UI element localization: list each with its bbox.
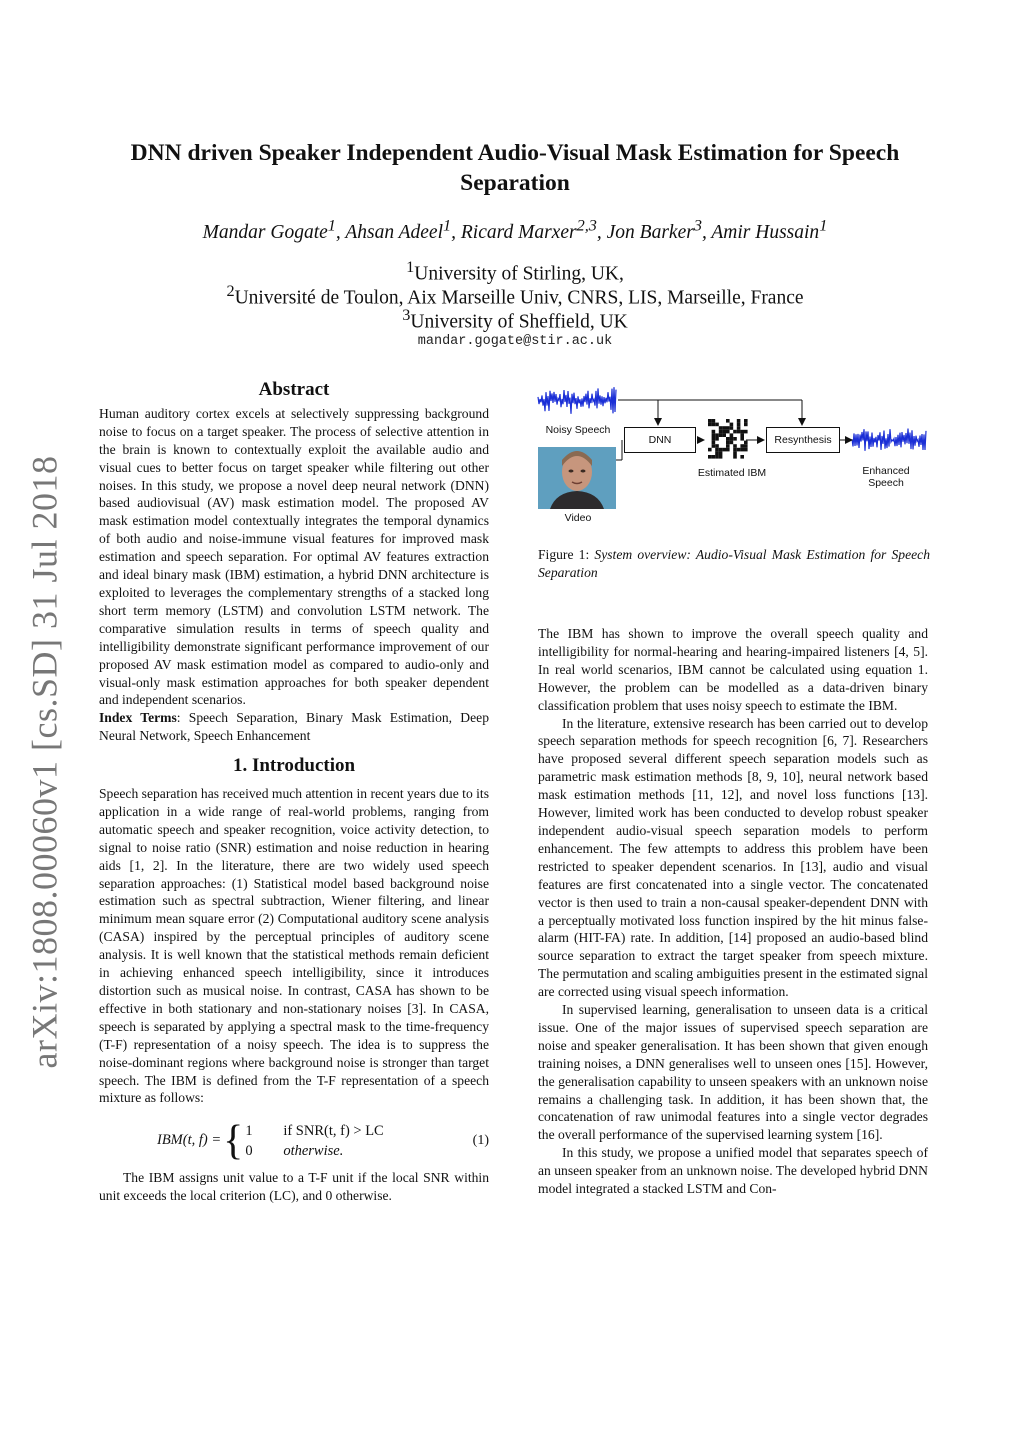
ibm-cell [719, 430, 723, 434]
ibm-cell [737, 426, 741, 430]
ibm-cell [712, 433, 716, 437]
body-paragraph: In this study, we propose a unified model that separates speech of an unseen speaker from an unknown noise. The developed hybrid DNN model integrated a stacked LSTM and Con- [538, 1145, 928, 1197]
ibm-cell [722, 433, 726, 437]
left-column [99, 381, 489, 1205]
ibm-cell [715, 451, 719, 455]
ibm-cell [726, 426, 730, 430]
label-video: Video [564, 512, 592, 524]
ibm-cell [740, 448, 744, 452]
ibm-cell [726, 441, 730, 445]
ibm-cell [740, 430, 744, 434]
ibm-cell [722, 448, 726, 452]
ibm-cell [715, 444, 719, 448]
ibm-cell [733, 448, 737, 452]
ibm-cell [719, 426, 723, 430]
affiliation: $^2$Université de Toulon, Aix Marseille Univ, CNRS, LIS, Marseille, France [226, 282, 804, 309]
ibm-cell [715, 433, 719, 437]
ibm-cell [744, 419, 748, 423]
ibm-cell [737, 430, 741, 434]
ibm-cell [730, 426, 734, 430]
equation-ibm [99, 1117, 489, 1165]
ibm-cell [708, 455, 712, 459]
ibm-cell [744, 423, 748, 427]
ibm-cell [719, 448, 723, 452]
ibm-cell [740, 433, 744, 437]
author-list [100, 216, 930, 244]
ibm-cell [719, 455, 723, 459]
ibm-cell [715, 448, 719, 452]
ibm-cell [708, 419, 712, 423]
body-paragraph: In supervised learning, generalisation to unseen data is a critical issue. One of the major issues of supervised speech separation are noise and speaker generalisation. It has been shown that given enough training noises, a DNN generalises well to unseen ones [15]. However, the generalisation capability to unseen speakers with an unknown noise remains a challenging task. In addition, it has been shown that, the concatenation of raw unimodal features into a single vector degrades the overall performance of the supervised learning system [16]. [538, 1002, 928, 1143]
paper-title: DNN driven Speaker Independent Audio-Visual Mask Estimation for Speech Separation [130, 140, 900, 196]
affiliation: $^1$University of Stirling, UK, [406, 258, 624, 285]
section-heading-introduction: 1. Introduction [232, 755, 356, 777]
video-thumbnail [538, 447, 616, 509]
body-paragraph: In the literature, extensive research has been carried out to develop speech separation methods for speech recognition [6, 7]. Researchers have proposed several different speech separation models such as parametric mask estimation methods [8, 9, 10], neural network based mask estimation methods [11, 12], and novel loss functions [13]. However, limited work has been conducted to develop robust speaker independent audio-visual speech separation models to perform enhancement. The few attempts to address this problem have been restricted to speaker dependent scenarios. In [13], audio and visual features are first concatenated into a single vector. The concatenated vector is then used to train a non-causal speaker-dependent DNN with a perceptually motivated loss function inspired by the hit minus false-alarm (HIT-FA) rate. In addition, [14] proposed an audio-based blind source separation to extract the target speaker from speech mixture. The permutation and scaling ambiguities present in the estimated signal are corrected using visual speech information. [538, 715, 928, 1000]
ibm-cell [744, 448, 748, 452]
ibm-cell [712, 419, 716, 423]
figure-system-overview [536, 380, 936, 540]
ibm-cell [726, 437, 730, 441]
affiliation: $^3$University of Sheffield, UK [402, 306, 628, 333]
author: Amir Hussain$^1$ [711, 216, 828, 243]
ibm-cell [733, 451, 737, 455]
ibm-cell [730, 433, 734, 437]
ibm-cell [715, 423, 719, 427]
ibm-cell [730, 423, 734, 427]
ibm-cell [733, 455, 737, 459]
equation-cases: 1 if SNR(t, f) > LC 0 otherwise. [245, 1123, 384, 1160]
label-estimated-ibm: Estimated IBM [697, 467, 767, 479]
figure-caption: Figure 1: System overview: Audio-Visual Mask Estimation for Speech Separation [538, 547, 930, 580]
equation-brace: { [223, 1118, 244, 1165]
ibm-cell [726, 419, 730, 423]
ibm-cell [726, 430, 730, 434]
ibm-cell [726, 444, 730, 448]
ibm-cell [737, 419, 741, 423]
ibm-cell [722, 426, 726, 430]
index-terms: Index Terms: Speech Separation, Binary Mask Estimation, Deep Neural Network, Speech Enhancement [99, 710, 489, 744]
ibm-cell [712, 430, 716, 434]
ibm-cell [737, 423, 741, 427]
ibm-cell [715, 437, 719, 441]
intro-paragraph: The IBM assigns unit value to a T-F unit if the local SNR within unit exceeds the local criterion (LC), and 0 otherwise. [99, 1170, 489, 1204]
ibm-cell [737, 448, 741, 452]
ibm-cell [719, 451, 723, 455]
label-noisy-speech: Noisy Speech [545, 424, 611, 436]
arxiv-id: arXiv:1808.00060v1 [cs.SD] 31 Jul 2018 [24, 455, 64, 1069]
ibm-cell [708, 448, 712, 452]
abstract-text: Human auditory cortex excels at selectively suppressing background noise to focus on a target speaker. The process of selective attention in the brain is known to contextually exploit the available audio and visual cues to better focus on target speaker while filtering out other noises. In this study, we propose a novel deep neural network (DNN) based audiovisual (AV) mask estimation model. The proposed AV mask estimation model contextually integrates the temporal dynamics of both audio and noise-immune visual features for improved mask estimation and speech separation. For optimal AV features extraction and ideal binary mask (IBM) estimation, a hybrid DNN architecture is exploited to leverages the complementary strengths of a stacked long short term memory (LSTM) and convolution LSTM network. The comparative simulation results in terms of speech quality and intelligibility demonstrate significant performance improvement of our proposed AV mask estimation model as compared to audio-only and visual-only mask estimation approaches for both speaker dependent and independent scenarios. [99, 405, 489, 708]
arxiv-stamp [18, 455, 70, 1069]
resynthesis-box: Resynthesis [766, 427, 840, 453]
ibm-cell [740, 437, 744, 441]
ibm-cell [740, 455, 744, 459]
ibm-cell [712, 441, 716, 445]
author: Mandar Gogate$^1$, [202, 216, 346, 243]
ibm-cell [740, 444, 744, 448]
author: Ricard Marxer$^{2,3}$, [460, 216, 607, 243]
ibm-cell [733, 437, 737, 441]
author: Ahsan Adeel$^1$, [345, 216, 461, 243]
ibm-cell [712, 437, 716, 441]
ibm-cell [730, 441, 734, 445]
ibm-cell [744, 430, 748, 434]
body-paragraph: The IBM has shown to improve the overall speech quality and intelligibility for normal-hearing and hearing-impaired listeners [4, 5]. In real world scenarios, IBM cannot be calculated using equation 1. However, the problem can be modelled as a data-driven binary classification problem that uses noisy speech to estimate the IBM. [538, 626, 928, 713]
ibm-cell [719, 433, 723, 437]
intro-paragraph: Speech separation has received much attention in recent years due to its application in a wide range of real-world problems, ranging from automatic speech and speaker recognition, voice activity detection, to signal to noise ratio (SNR) estimation and noise reduction in hearing aids [1, 2]. In the literature, there are two widely used speech separation approaches: (1) Statistical model based background noise estimation such as spectral subtraction, Wiener filtering, and linear minimum mean square error (2) Computational auditory scene analysis (CASA) inspired by the perceptual principles of auditory scene analysis. It is well known that the statistical methods remain deficient in achieving enhanced speech intelligibility, since it introduces distortion such as musical noise. In contrast, CASA has shown to be effective in both stationary and non-stationary noises [3]. In CASA, speech is separated by applying a spectral mask to the time-frequency (T-F) representation of a noisy speech. The idea is to suppress the noise-dominant regions where background noise is stronger than target speech. The IBM is defined from the T-F representation of a speech mixture as follows: [99, 786, 489, 1106]
ibm-cell [730, 437, 734, 441]
ibm-cell [712, 455, 716, 459]
contact-email: mandar.gogate@stir.ac.uk [417, 334, 613, 349]
author: Jon Barker$^3$, [606, 216, 712, 243]
ibm-cell [726, 448, 730, 452]
ibm-cell [744, 441, 748, 445]
ibm-mask-pattern [708, 419, 748, 459]
ibm-cell [733, 430, 737, 434]
label-enhanced-speech: Enhanced Speech [862, 465, 910, 489]
right-column [538, 625, 928, 1198]
ibm-cell [715, 455, 719, 459]
noisy-waveform [538, 386, 616, 416]
abstract-heading: Abstract [258, 379, 330, 400]
ibm-cell [712, 423, 716, 427]
ibm-cell [708, 423, 712, 427]
enhanced-waveform [852, 429, 926, 451]
dnn-box: DNN [624, 427, 696, 453]
equation-lhs: IBM(t, f) = [157, 1132, 222, 1149]
ibm-cell [733, 444, 737, 448]
ibm-cell [722, 430, 726, 434]
ibm-cell [712, 444, 716, 448]
equation-number: (1) [472, 1133, 489, 1149]
ibm-cell [744, 444, 748, 448]
